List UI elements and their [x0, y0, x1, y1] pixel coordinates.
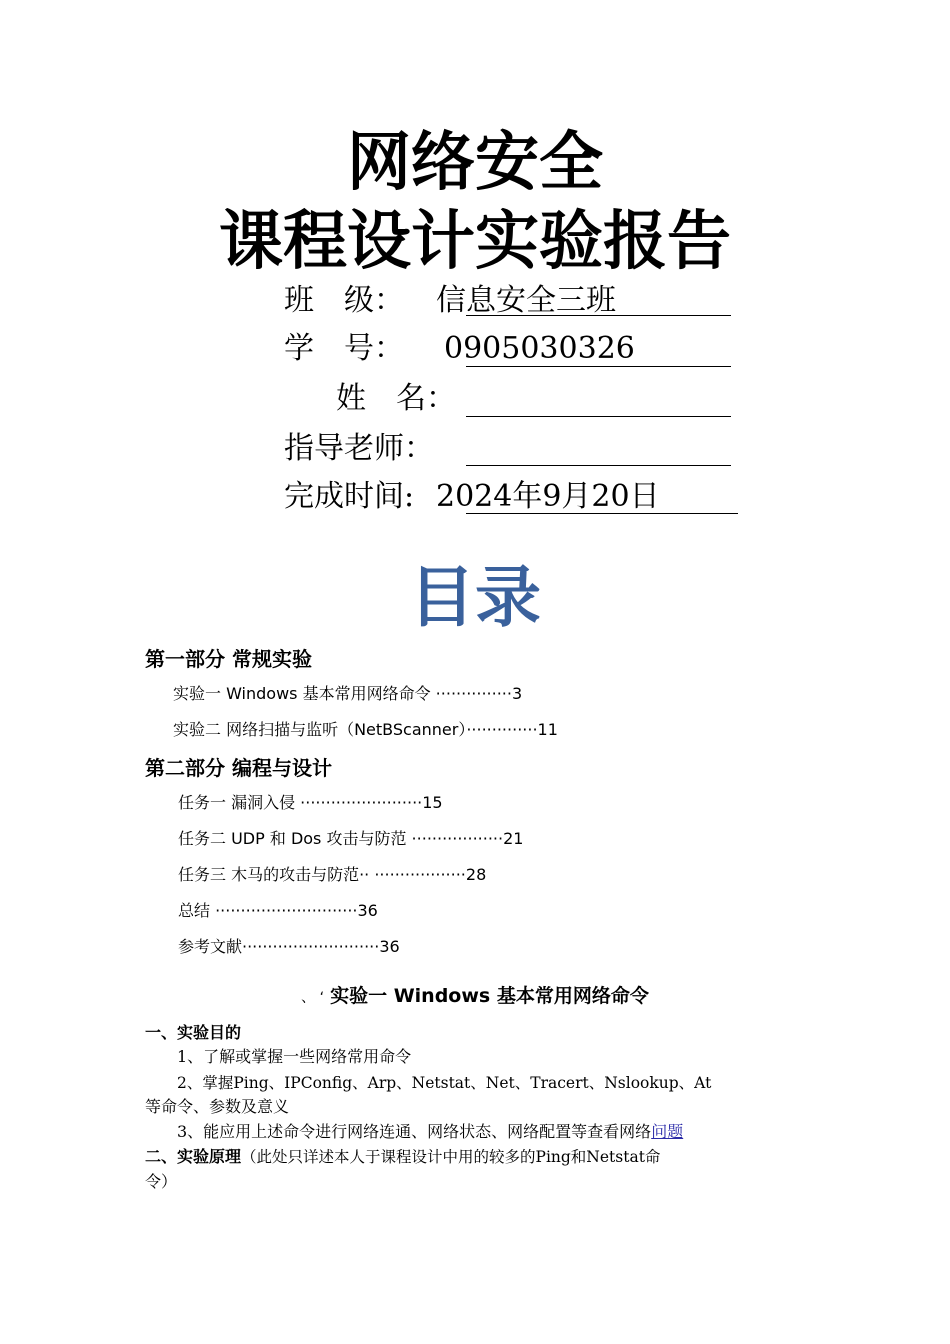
toc-part2-heading: 第二部分 编程与设计 — [145, 756, 332, 780]
class-underline — [466, 315, 731, 316]
section-title-text: 实验一 Windows 基本常用网络命令 — [330, 985, 649, 1007]
completion-value: 2024年9月20日 — [436, 479, 660, 514]
class-label: 班 级： — [284, 283, 404, 318]
student-id-label: 学 号： — [284, 331, 404, 366]
purpose-item-2-cont: 等命令、参数及意义 — [145, 1097, 290, 1116]
toc-item[interactable]: 总结 ····························36 — [178, 901, 378, 920]
section-title — [0, 983, 950, 1011]
purpose-item-3-text: 3、能应用上述命令进行网络连通、网络状态、网络配置等查看网络 — [177, 1122, 652, 1141]
class-value: 信息安全三班 — [436, 283, 616, 318]
purpose-item-3 — [177, 1120, 683, 1144]
principle-heading: 二、实验原理 — [145, 1147, 242, 1166]
name-underline — [466, 416, 731, 417]
section-title-prefix: 、 ‘ — [301, 990, 325, 1006]
toc-item[interactable]: 任务二 UDP 和 Dos 攻击与防范 ··················21 — [178, 829, 524, 848]
purpose-item-2: 2、掌握Ping、IPConfig、Arp、Netstat、Net、Tracert、Nslookup、At — [177, 1074, 712, 1092]
student-id-underline — [466, 366, 731, 367]
toc-item[interactable]: 实验一 Windows 基本常用网络命令 ···············3 — [173, 684, 523, 703]
advisor-underline — [466, 465, 731, 466]
name-label: 姓 名： — [336, 381, 456, 416]
toc-part1-heading: 第一部分 常规实验 — [145, 647, 312, 671]
toc-heading: 目录 — [409, 559, 541, 636]
principle-text-cont: 令） — [145, 1172, 178, 1191]
completion-underline — [466, 513, 738, 514]
principle-line — [145, 1145, 660, 1169]
toc-item[interactable]: 任务一 漏洞入侵 ························15 — [178, 793, 443, 812]
report-title-line2: 课程设计实验报告 — [219, 204, 731, 279]
toc-item[interactable]: 参考文献···························36 — [178, 937, 400, 956]
report-title-line1: 网络安全 — [347, 125, 603, 200]
purpose-link[interactable]: 问题 — [651, 1122, 684, 1141]
principle-text: （此处只详述本人于课程设计中用的较多的Ping和Netstat命 — [241, 1148, 661, 1166]
advisor-label: 指导老师： — [284, 431, 434, 466]
completion-label: 完成时间: — [284, 479, 415, 514]
toc-item[interactable]: 实验二 网络扫描与监听（NetBScanner）··············11 — [173, 720, 558, 739]
purpose-item-1: 1、了解或掌握一些网络常用命令 — [177, 1047, 412, 1066]
toc-item[interactable]: 任务三 木马的攻击与防范·· ··················28 — [178, 865, 487, 884]
student-id-value: 0905030326 — [444, 331, 635, 366]
purpose-heading: 一、实验目的 — [145, 1023, 242, 1042]
